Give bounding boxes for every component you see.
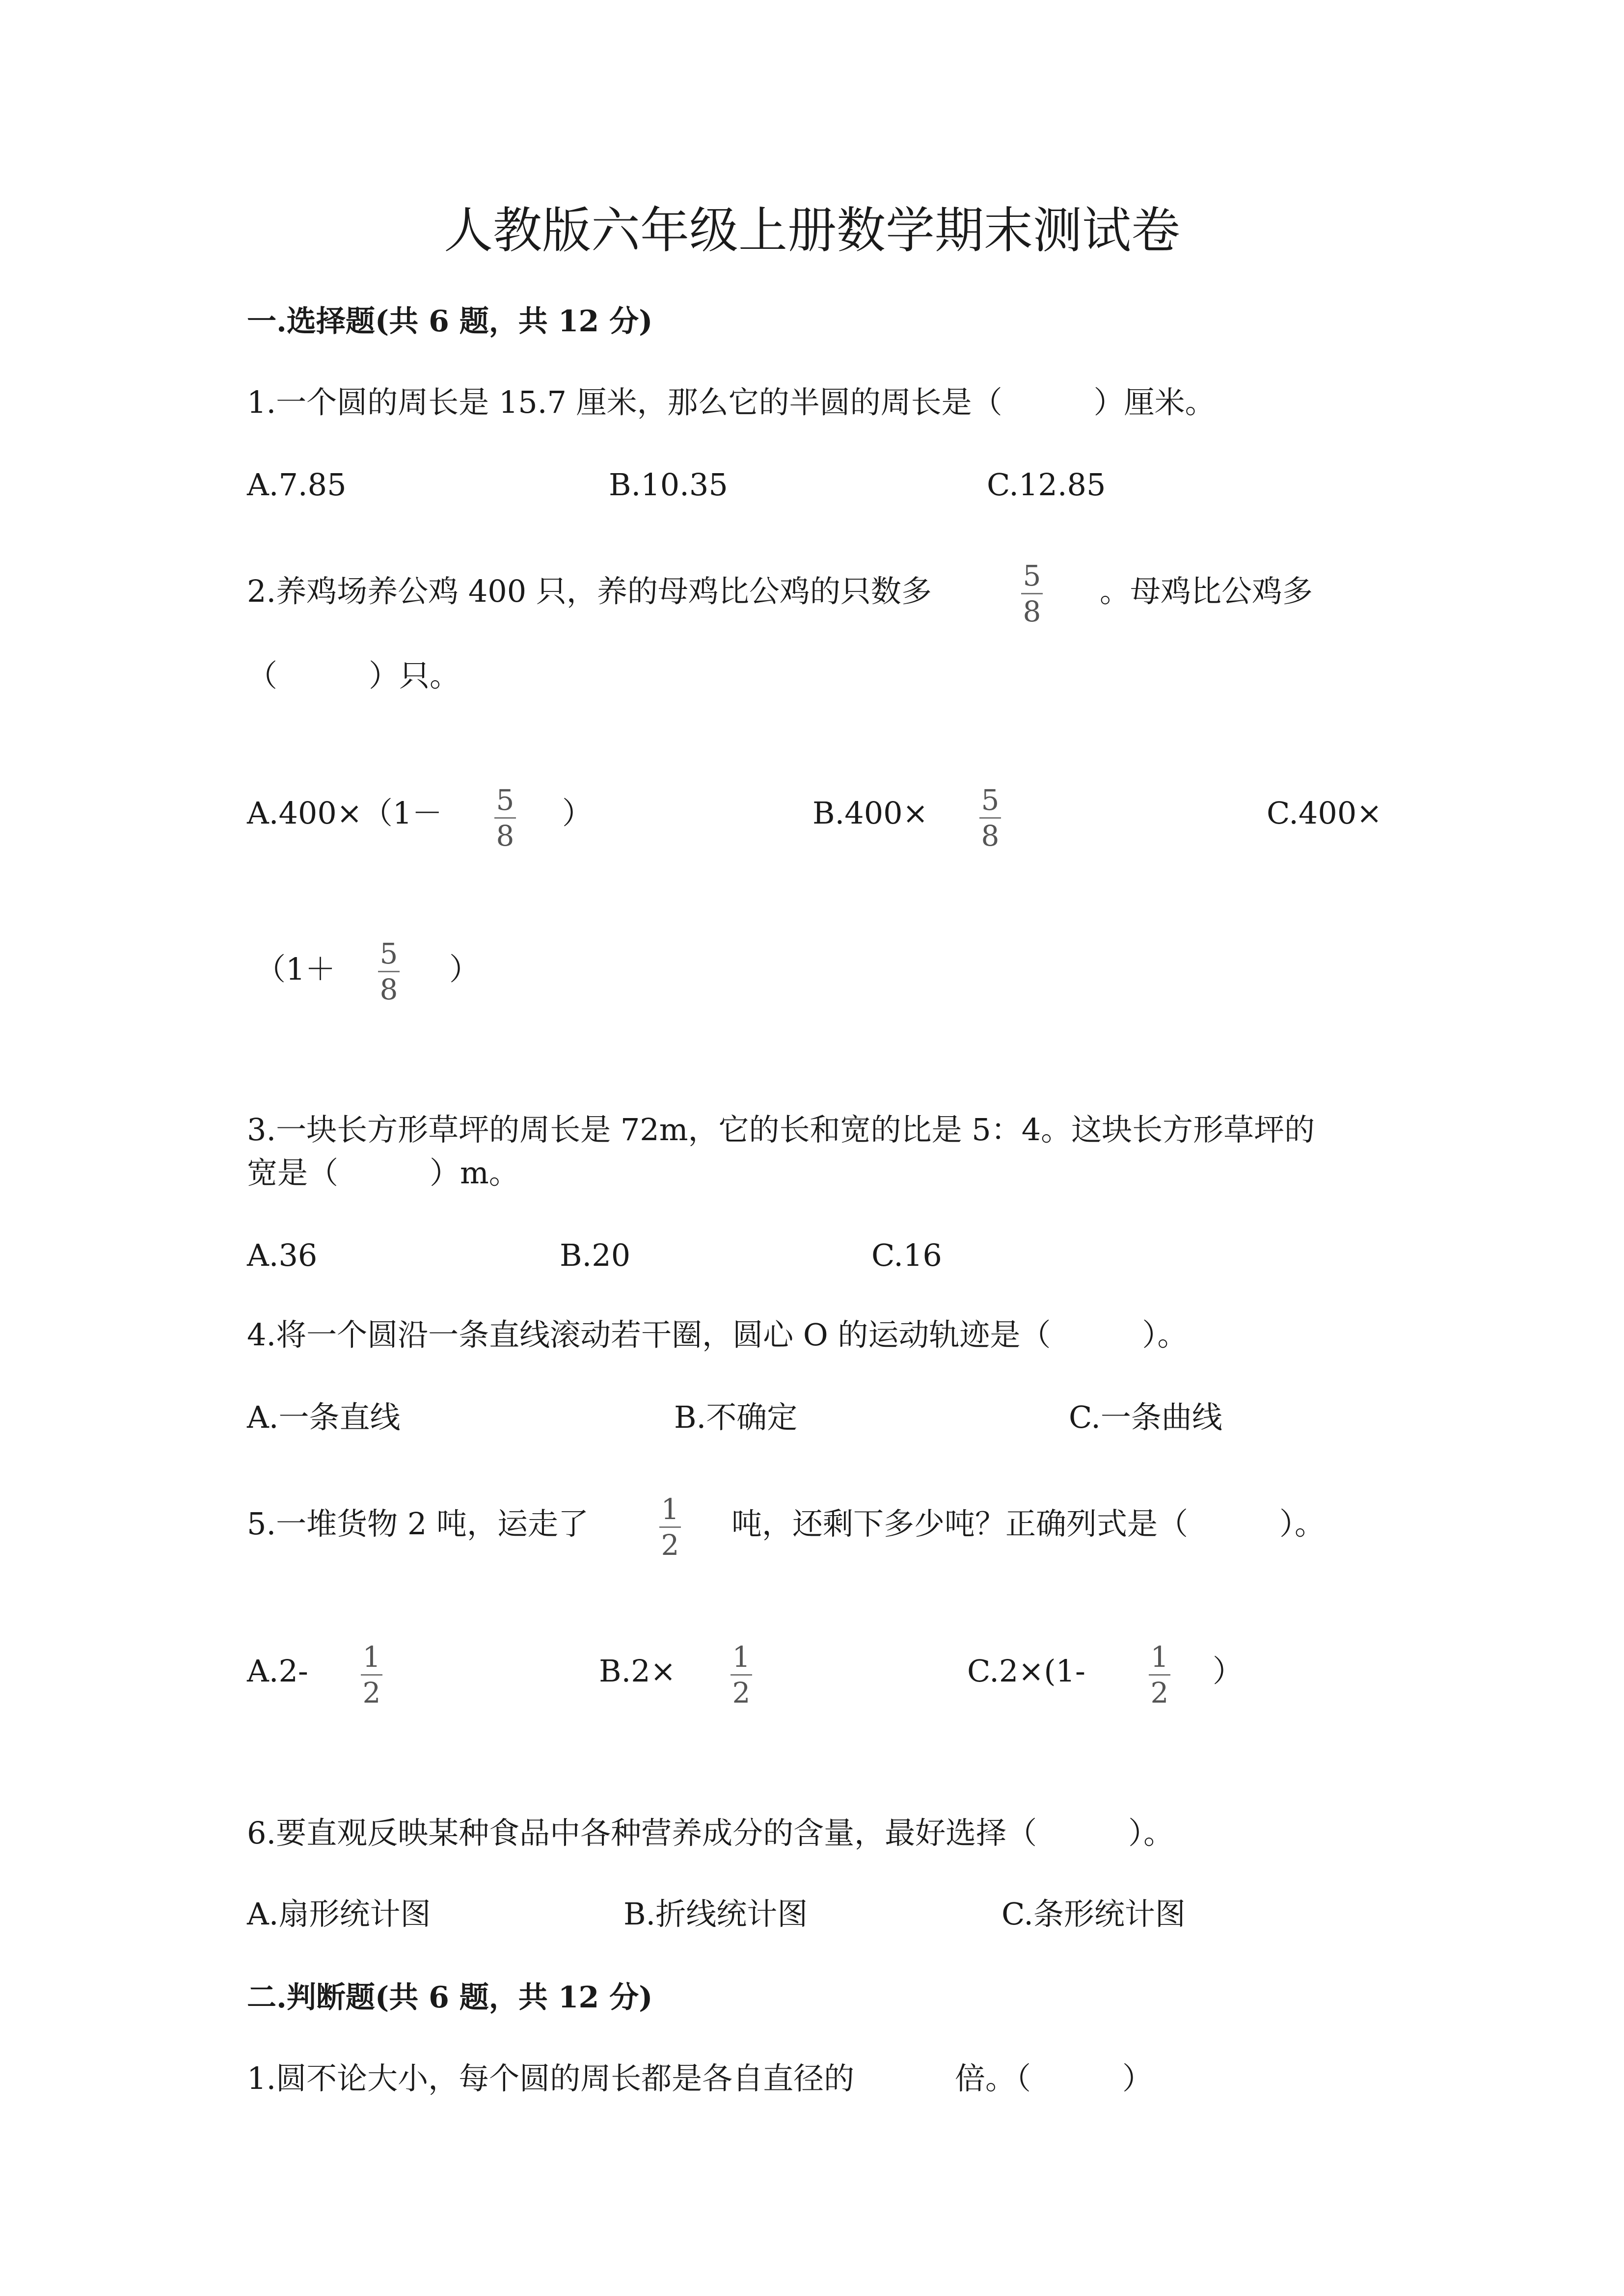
question-2-option-c-line2: （1＋: [255, 951, 336, 987]
fraction-bar: [979, 817, 1001, 819]
question-6-text: 6.要直观反映某种食品中各种营养成分的含量，最好选择（ ）。: [247, 1815, 1174, 1851]
page-title: 人教版六年级上册数学期末测试卷: [444, 202, 1180, 259]
fraction-numerator: 5: [379, 937, 398, 970]
question-5-text-after: 吨，还剩下多少吨？正确列式是（ ）。: [731, 1506, 1326, 1542]
question-4-text: 4.将一个圆沿一条直线滚动若干圈，圆心 O 的运动轨迹是（ ）。: [247, 1317, 1188, 1353]
question-3-text-line2: 宽是（ ）m。: [247, 1155, 519, 1191]
fraction-denominator: 8: [981, 819, 1000, 853]
fraction-numerator: 5: [1023, 559, 1041, 592]
question-5-text: 5.一堆货物 2 吨，运走了: [247, 1506, 589, 1542]
question-1-text: 1.一个圆的周长是 15.7 厘米，那么它的半圆的周长是（ ）厘米。: [247, 384, 1216, 420]
fraction-denominator: 2: [661, 1528, 679, 1562]
question-5-option-c-suffix: ）: [1213, 1653, 1244, 1689]
fraction-numerator: 5: [981, 783, 1000, 817]
fraction-denominator: 8: [1023, 595, 1041, 628]
question-4-option-a: A.一条直线: [247, 1399, 401, 1435]
question-2-fraction: [1021, 560, 1043, 628]
question-5-option-c: C.2×(1-: [967, 1653, 1085, 1689]
fraction-bar: [378, 971, 400, 972]
fraction-denominator: 8: [379, 973, 398, 1006]
question-2-option-a-suffix: ）: [562, 795, 593, 831]
fraction-bar: [1149, 1674, 1170, 1676]
question-2-option-b: B.400×: [812, 795, 928, 831]
question-1-option-b: B.10.35: [609, 467, 728, 503]
question-4-option-b: B.不确定: [674, 1399, 798, 1435]
question-3-text: 3.一块长方形草坪的周长是 72m，它的长和宽的比是 5：4。这块长方形草坪的: [247, 1112, 1315, 1148]
question-5-option-c-fraction: [1149, 1641, 1170, 1709]
question-5-option-b-fraction: [731, 1641, 752, 1709]
question-5-option-a-fraction: [361, 1641, 382, 1709]
question-1-option-c: C.12.85: [987, 467, 1106, 503]
question-6-option-a: A.扇形统计图: [247, 1896, 431, 1932]
question-6-option-c: C.条形统计图: [1001, 1896, 1186, 1932]
question-2-option-c-suffix: ）: [449, 951, 480, 987]
fraction-bar: [1021, 593, 1043, 594]
question-3-option-c: C.16: [871, 1237, 942, 1273]
question-2-option-c: C.400×: [1267, 795, 1382, 831]
fraction-denominator: 2: [1150, 1676, 1169, 1709]
question-2-option-c-fraction: [378, 937, 400, 1006]
question-5-option-a: A.2-: [247, 1653, 308, 1689]
question-3-option-a: A.36: [247, 1237, 318, 1273]
question-2-text: 2.养鸡场养公鸡 400 只，养的母鸡比公鸡的只数多: [247, 573, 932, 609]
question-2-text-after: 。母鸡比公鸡多: [1100, 573, 1313, 609]
question-2-option-b-fraction: [979, 784, 1001, 852]
question-1-option-a: A.7.85: [247, 467, 347, 503]
fraction-numerator: 1: [661, 1493, 679, 1526]
fraction-bar: [731, 1674, 752, 1676]
fraction-bar: [494, 817, 516, 819]
judgment-question-1-text-after: 倍。（ ）: [955, 2060, 1153, 2096]
question-5-option-b: B.2×: [599, 1653, 676, 1689]
question-6-option-b: B.折线统计图: [623, 1896, 808, 1932]
fraction-denominator: 8: [496, 819, 514, 853]
fraction-denominator: 2: [362, 1676, 381, 1709]
question-2-option-a: A.400×（1－: [247, 795, 443, 831]
fraction-denominator: 2: [732, 1676, 751, 1709]
judgment-question-1-text: 1.圆不论大小，每个圆的周长都是各自直径的: [247, 2060, 855, 2096]
section-heading-judgment: 二.判断题(共 6 题，共 12 分): [247, 1980, 653, 2015]
question-4-option-c: C.一条曲线: [1069, 1399, 1222, 1435]
fraction-numerator: 5: [496, 783, 514, 817]
question-2-option-a-fraction: [494, 784, 516, 852]
fraction-bar: [659, 1526, 681, 1528]
question-5-fraction: [659, 1493, 681, 1561]
fraction-numerator: 1: [362, 1640, 381, 1674]
question-3-option-b: B.20: [560, 1237, 631, 1273]
section-heading-choice: 一.选择题(共 6 题，共 12 分): [247, 304, 653, 339]
fraction-bar: [361, 1674, 382, 1676]
question-2-text-line2: （ ）只。: [247, 658, 460, 694]
fraction-numerator: 1: [1150, 1640, 1169, 1674]
fraction-numerator: 1: [732, 1640, 751, 1674]
